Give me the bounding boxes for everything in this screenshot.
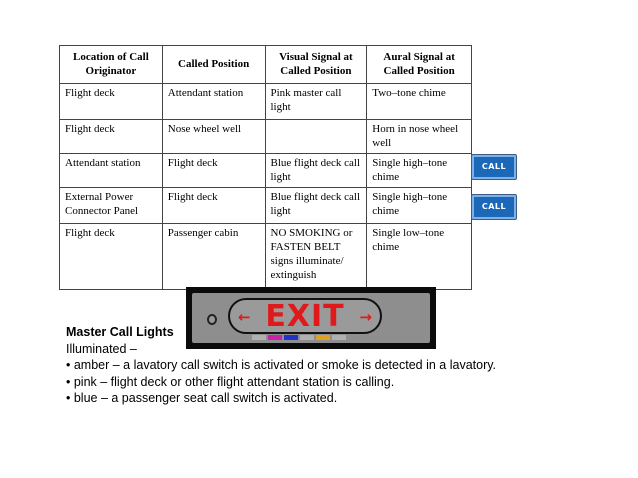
call-signal-table (59, 45, 472, 290)
notes-bullet-pink: • pink – flight deck or other flight attendant station is calling. (66, 374, 395, 389)
cell-location: Flight deck (60, 224, 163, 290)
exit-sign-text: EXIT (265, 299, 345, 334)
cell-aural-signal: Single low–tone chime (367, 224, 472, 290)
master-call-lights-notes (66, 324, 626, 407)
table-row (60, 120, 472, 154)
call-button-attendant[interactable]: CALL (472, 155, 516, 179)
table-row (60, 188, 472, 224)
cell-visual-signal: NO SMOKING or FASTEN BELT signs illuminate/ extinguish (265, 224, 367, 290)
cell-aural-signal: Single high–tone chime (367, 188, 472, 224)
cell-visual-signal: Blue flight deck call light (265, 154, 367, 188)
cell-aural-signal: Single high–tone chime (367, 154, 472, 188)
cell-called-position: Attendant station (162, 84, 265, 120)
cell-location: Attendant station (60, 154, 163, 188)
cell-called-position: Nose wheel well (162, 120, 265, 154)
cell-location: External Power Connector Panel (60, 188, 163, 224)
cell-called-position: Flight deck (162, 188, 265, 224)
notes-title: Master Call Lights (66, 325, 174, 339)
arrow-left-icon: ← (238, 308, 251, 326)
header-visual-signal: Visual Signal at Called Position (265, 46, 367, 84)
notes-bullet-blue: • blue – a passenger seat call switch is activated. (66, 391, 338, 405)
cell-visual-signal (265, 120, 367, 154)
arrow-right-icon: → (359, 308, 372, 326)
table-row (60, 154, 472, 188)
cell-visual-signal: Pink master call light (265, 84, 367, 120)
cell-visual-signal: Blue flight deck call light (265, 188, 367, 224)
call-button-external-power[interactable]: CALL (472, 195, 516, 219)
cell-aural-signal: Two–tone chime (367, 84, 472, 120)
header-called-position: Called Position (162, 46, 265, 84)
table-row (60, 224, 472, 290)
table-header-row (60, 46, 472, 84)
cell-location: Flight deck (60, 120, 163, 154)
header-location: Location of Call Originator (60, 46, 163, 84)
notes-bullet-amber: • amber – a lavatory call switch is activated or smoke is detected in a lavatory. (66, 358, 497, 372)
notes-subtitle: Illuminated – (66, 341, 137, 356)
cell-called-position: Flight deck (162, 154, 265, 188)
table-row (60, 84, 472, 120)
header-aural-signal: Aural Signal at Called Position (367, 46, 472, 84)
cell-location: Flight deck (60, 84, 163, 120)
cell-called-position: Passenger cabin (162, 224, 265, 290)
cell-aural-signal: Horn in nose wheel well (367, 120, 472, 154)
